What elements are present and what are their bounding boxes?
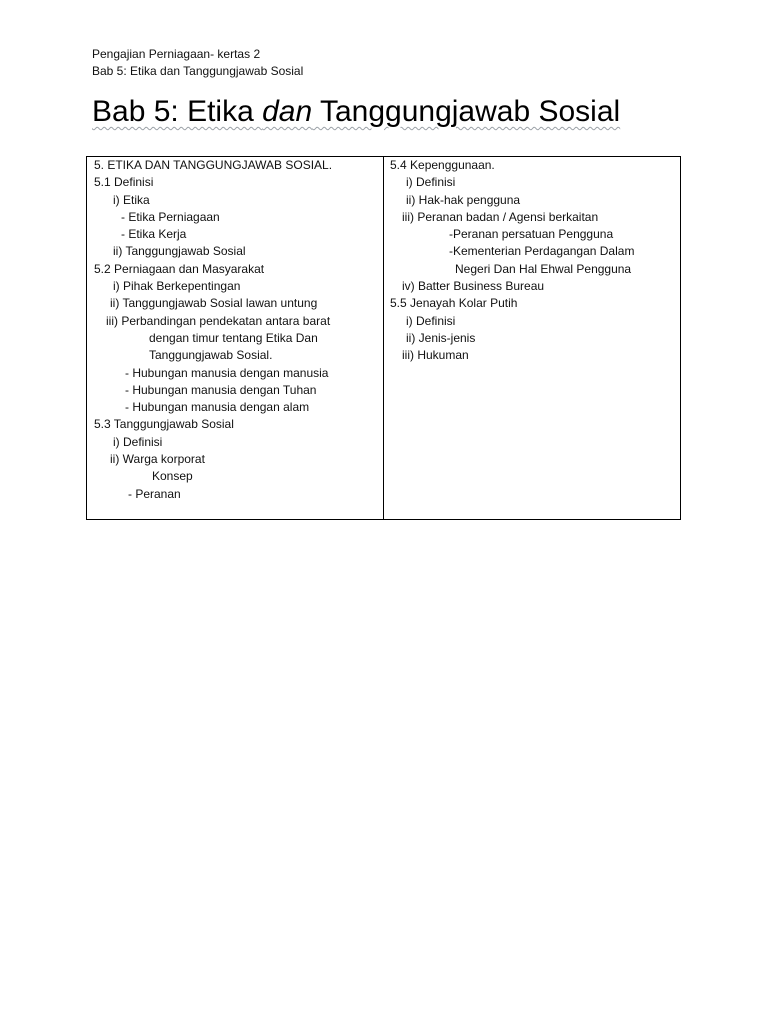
left-line: 5.3 Tanggungjawab Sosial <box>94 417 234 432</box>
left-line: iii) Perbandingan pendekatan antara barat <box>106 313 331 328</box>
left-line: - Hubungan manusia dengan Tuhan <box>125 382 317 397</box>
left-line: i) Etika <box>113 192 150 207</box>
left-line: i) Definisi <box>113 434 163 449</box>
right-line: 5.4 Kepenggunaan. <box>390 158 495 172</box>
right-line: i) Definisi <box>406 313 456 328</box>
left-line: ii) Tanggungjawab Sosial lawan untung <box>110 296 318 311</box>
title-part-3: Tanggungjawab Sosial <box>312 95 621 128</box>
right-line: iii) Hukuman <box>402 348 469 363</box>
left-line: i) Pihak Berkepentingan <box>113 279 241 294</box>
left-line: dengan timur tentang Etika Dan <box>149 330 318 345</box>
right-line: -Kementerian Perdagangan Dalam <box>449 244 635 259</box>
right-line: i) Definisi <box>406 175 456 190</box>
left-line: ii) Tanggungjawab Sosial <box>113 244 246 259</box>
outline-table <box>86 156 681 520</box>
left-column <box>87 157 384 519</box>
left-line: Tanggungjawab Sosial. <box>149 348 273 363</box>
title-part-2: dan <box>262 95 313 128</box>
title-part-1: Bab 5: Etika <box>92 95 263 128</box>
left-line: - Peranan <box>128 486 181 501</box>
left-line: 5.1 Definisi <box>94 175 154 190</box>
left-line: ii) Warga korporat <box>110 452 205 467</box>
right-line: ii) Jenis-jenis <box>406 330 476 345</box>
left-line: - Etika Perniagaan <box>121 209 220 224</box>
left-line: 5.2 Perniagaan dan Masyarakat <box>94 261 265 276</box>
right-column <box>384 157 680 519</box>
right-line: iii) Peranan badan / Agensi berkaitan <box>402 209 599 224</box>
left-line: - Hubungan manusia dengan manusia <box>125 365 329 380</box>
right-line: Negeri Dan Hal Ehwal Pengguna <box>455 261 632 276</box>
left-line: - Etika Kerja <box>121 227 187 242</box>
header-chapter-line: Bab 5: Etika dan Tanggungjawab Sosial <box>92 64 304 78</box>
header-course-line: Pengajian Perniagaan- kertas 2 <box>92 47 261 61</box>
right-line: ii) Hak-hak pengguna <box>406 192 521 207</box>
left-line: Konsep <box>152 469 193 484</box>
right-line: 5.5 Jenayah Kolar Putih <box>390 296 518 311</box>
right-line: iv) Batter Business Bureau <box>402 279 545 294</box>
left-line: - Hubungan manusia dengan alam <box>125 400 310 415</box>
left-line: 5. ETIKA DAN TANGGUNGJAWAB SOSIAL. <box>94 158 333 172</box>
right-line: -Peranan persatuan Pengguna <box>449 227 614 242</box>
page-title <box>92 92 620 132</box>
